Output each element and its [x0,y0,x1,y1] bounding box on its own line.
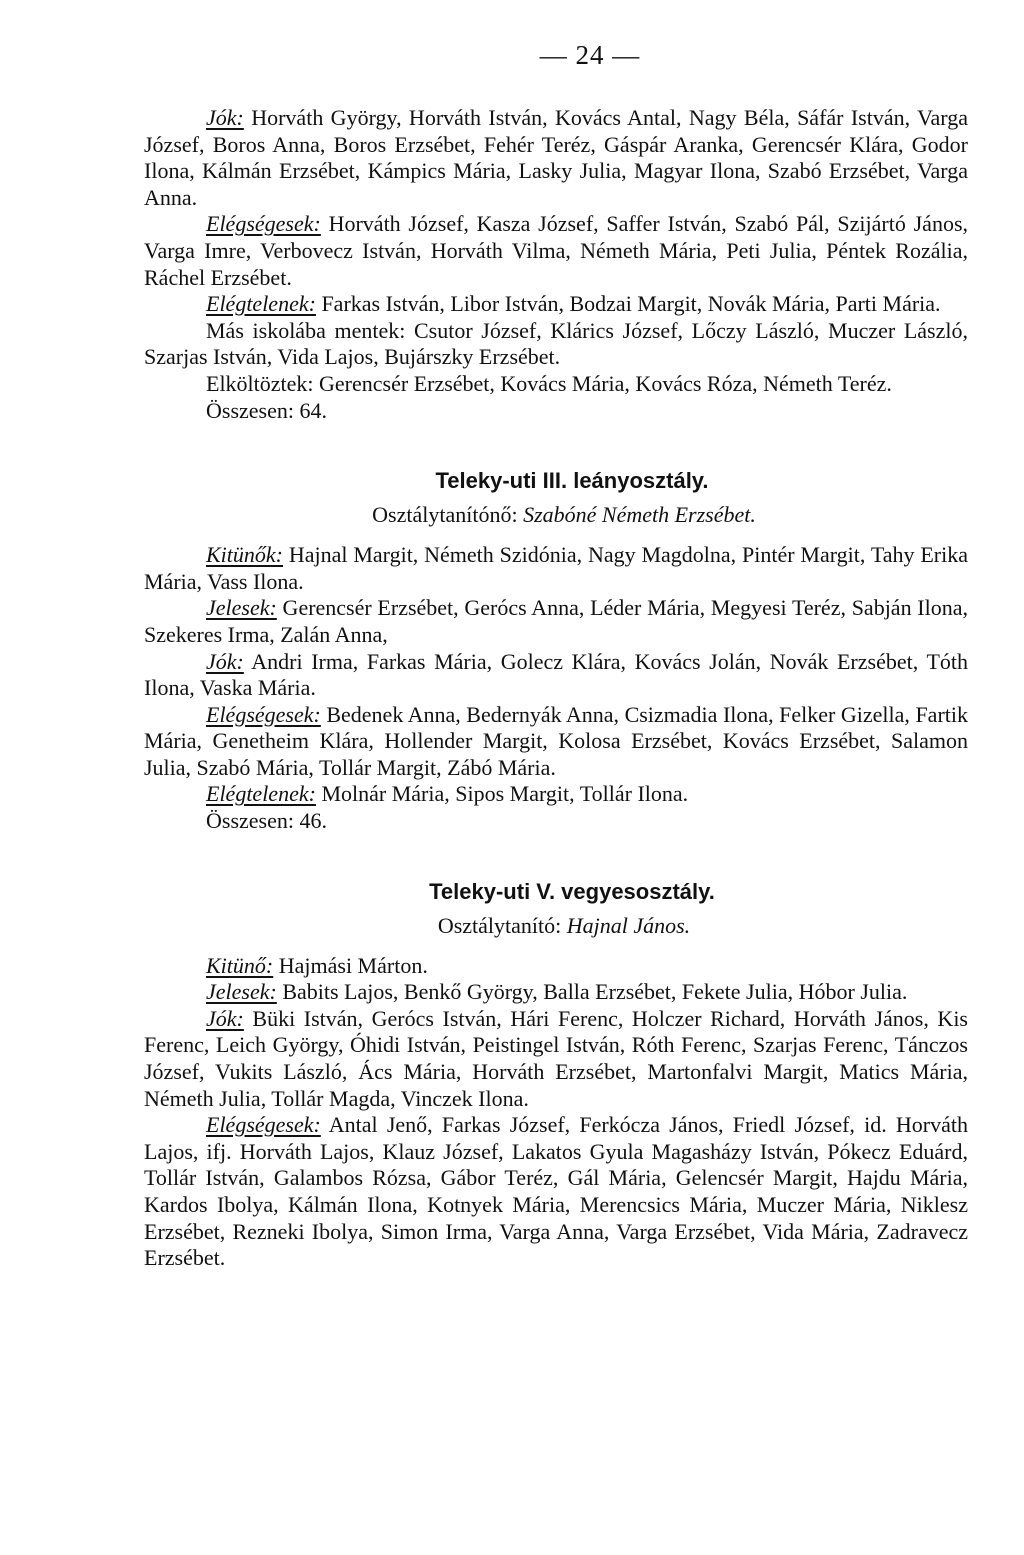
section2-jelesek-label: Jelesek: [206,595,277,621]
section3-jelesek-label: Jelesek: [206,979,277,1005]
section2-jelesek-names: Gerencsér Erzsébet, Gerócs Anna, Léder Mária, Megyesi Teréz, Sabján Ilona, Szekeres Irma, Zalán Anna, [144,595,968,647]
section3-teacher-name: Hajnal János. [566,912,691,938]
block1-jok-names: Horváth György, Horváth István, Kovács Antal, Nagy Béla, Sáfár István, Varga József, Boros Anna, Boros Erzsébet, Fehér Teréz, Gáspár Aranka, Gerencsér Klára, Godor Ilona, Kálmán Erzsébet, Kámpics Mária, Lasky Julia, Magyar Ilona, Szabó Erzsébet, Varga Anna. [144,105,968,210]
section3-kituno-paragraph [144,953,968,980]
section3-teacher [144,913,968,939]
block1-elegtelen-label: Elégtelenek: [206,291,316,317]
section3-teacher-label: Osztálytanító: [437,912,567,938]
section2-total: Összesen: 46. [206,808,327,834]
section2-kitunok-names: Hajnal Margit, Németh Szidónia, Nagy Magdolna, Pintér Margit, Tahy Erika Mária, Vass Ilona. [144,542,968,594]
block1-elegtelen-paragraph [144,291,968,318]
section3-elegseges-names: Antal Jenő, Farkas József, Ferkócza János, Friedl József, id. Horváth Lajos, ifj. Horváth Lajos, Klauz József, Lakatos Gyula Magasházy István, Pókecz Eduárd, Tollár István, Galambos Rózsa, Gábor Teréz, Gál Mária, Gelencsér Margit, Hajdu Mária, Kardos Ibolya, Kálmán Ilona, Kotnyek Mária, Merencsics Mária, Muczer Mária, Niklesz Erzsébet, Rezneki Ibolya, Simon Irma, Varga Anna, Varga Erzsébet, Vida Mária, Zadravecz Erzsébet. [144,1112,968,1271]
section2-jok-names: Andri Irma, Farkas Mária, Golecz Klára, Kovács Jolán, Novák Erzsébet, Tóth Ilona, Vaska Mária. [144,648,968,701]
section2-kitunok-paragraph [144,542,968,595]
block1-elegseges-paragraph [144,211,968,291]
section2-elegseges-names: Bedenek Anna, Bedernyák Anna, Csizmadia Ilona, Felker Gizella, Fartik Mária, Genetheim Klára, Hollender Margit, Kolosa Erzsébet, Kovács Erzsébet, Salamon Julia, Szabó Mária, Tollár Margit, Zábó Mária. [144,701,968,780]
section2-elegtelen-paragraph [144,781,968,808]
section3-jelesek-paragraph [144,979,968,1006]
section3-title: Teleky-uti V. vegyesosztály. [429,878,715,904]
section3-jok-paragraph [144,1006,968,1112]
section2-teacher-label: Osztálytanítónő: [372,502,524,528]
section2-elegtelen-label: Elégtelenek: [206,781,316,807]
section2-jelesek-paragraph [144,595,968,648]
section2-jok-label: Jók: [206,648,244,674]
section3-elegseges-paragraph [144,1112,968,1272]
page-number: — 24 — [539,40,641,70]
section2-teacher [144,502,968,528]
block1-mas-iskola-paragraph: Más iskolába mentek: Csutor József, Klárics József, Lőczy László, Muczer László, Szarjas István, Vida Lajos, Bujárszky Erzsébet. [144,317,968,370]
block1-elegseges-label: Elégségesek: [206,211,321,237]
section2-kitunok-label: Kitünők: [206,542,283,568]
block1-elkoltoztek-paragraph: Elköltöztek: Gerencsér Erzsébet, Kovács Mária, Kovács Róza, Németh Teréz. [206,370,892,396]
section2-jok-paragraph [144,649,968,702]
section2-title: Teleky-uti III. leányosztály. [435,468,709,494]
block1-elegseges-names: Horváth József, Kasza József, Saffer István, Szabó Pál, Szijártó János, Varga Imre, Verbovecz István, Horváth Vilma, Németh Mária, Peti Julia, Péntek Rozália, Ráchel Erzsébet. [144,211,968,290]
section3-jelesek-names: Babits Lajos, Benkő György, Balla Erzsébet, Fekete Julia, Hóbor Julia. [276,979,908,1005]
section2-teacher-name: Szabóné Németh Erzsébet. [523,502,756,528]
section3-jok-names: Büki István, Gerócs István, Hári Ferenc, Holczer Richard, Horváth János, Kis Ferenc, Leich György, Óhidi István, Peistingel István, Róth Ferenc, Szarjas Ferenc, Tánczos József, Vukits László, Ács Mária, Horváth Erzsébet, Martonfalvi Margit, Matics Mária, Németh Julia, Tollár Magda, Vinczek Ilona. [144,1005,968,1111]
block1-jok-paragraph [144,105,968,211]
section2-elegtelen-names: Molnár Mária, Sipos Margit, Tollár Ilona. [315,781,689,807]
block1-elegtelen-names: Farkas István, Libor István, Bodzai Margit, Novák Mária, Parti Mária. [315,291,941,317]
block1-total: Összesen: 64. [206,397,327,423]
section2-elegseges-label: Elégségesek: [206,701,321,727]
section3-jok-label: Jók: [206,1005,244,1031]
section3-elegseges-label: Elégségesek: [206,1112,321,1138]
section3-kituno-names: Hajmási Márton. [273,952,428,978]
section2-elegseges-paragraph [144,702,968,782]
section3-kituno-label: Kitünő: [206,952,274,978]
block1-jok-label: Jók: [206,105,244,130]
